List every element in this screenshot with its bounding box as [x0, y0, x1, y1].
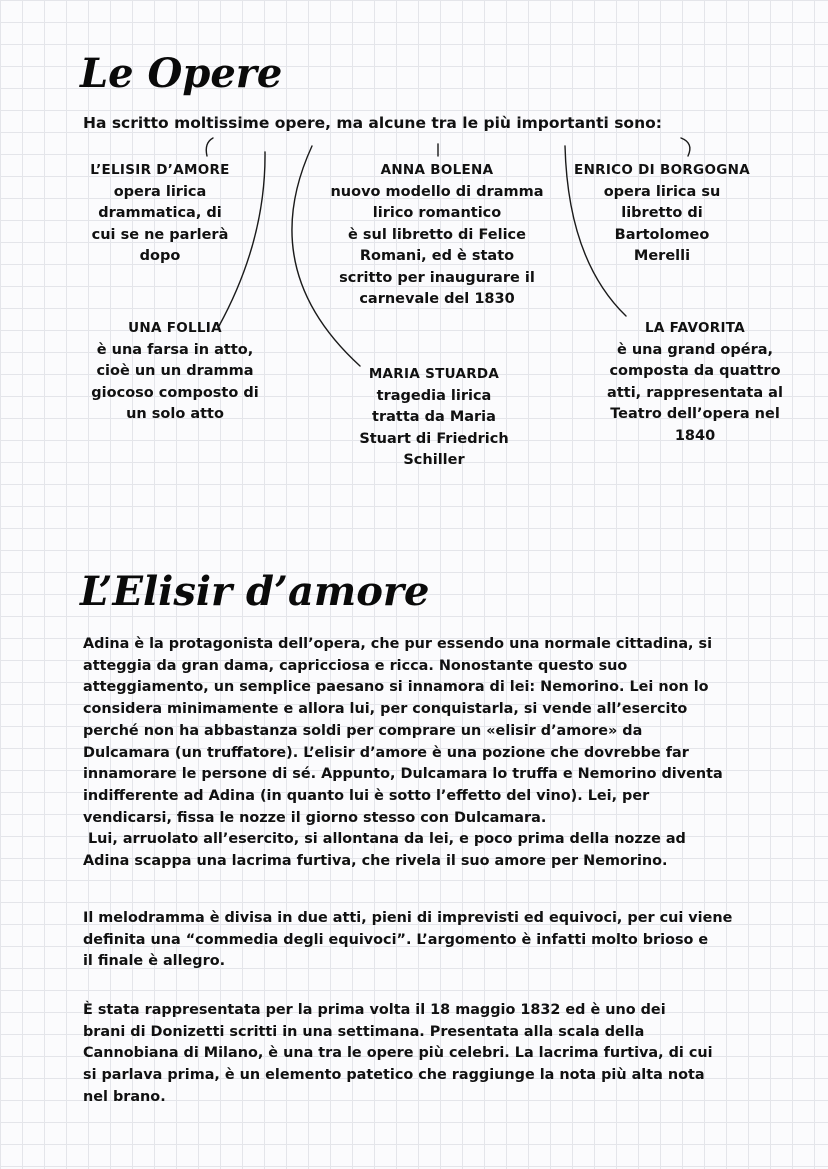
work-desc-line: tratta da Maria	[372, 409, 496, 425]
paragraph-plot	[83, 634, 803, 873]
section-title-opere: Le Opere	[80, 50, 283, 97]
work-enrico-di-borgogna	[572, 160, 752, 268]
work-name: L’ELISIR D’AMORE	[90, 162, 230, 178]
connector-elisir	[206, 138, 213, 156]
work-desc-line: cioè un un dramma	[96, 363, 254, 379]
paragraph-structure	[83, 908, 803, 973]
text-line: Dulcamara (un truffatore). L’elisir d’amore è una pozione che dovrebbe far	[83, 744, 689, 761]
work-desc-line: Schiller	[403, 452, 465, 468]
work-la-favorita	[580, 318, 810, 447]
work-desc-line: Teatro dell’opera nel	[610, 406, 780, 422]
work-desc-line: opera lirica su	[603, 183, 721, 200]
work-maria-stuarda	[323, 364, 545, 472]
work-desc-line: un solo atto	[126, 406, 224, 422]
work-desc-line: carnevale del 1830	[359, 291, 515, 307]
work-desc-line: nuovo modello di dramma	[330, 183, 544, 200]
text-line: Cannobiana di Milano, è una tra le opere più celebri. La lacrima furtiva, di cui	[83, 1045, 713, 1062]
work-desc-line: cui se ne parlerà	[91, 226, 229, 243]
work-name: MARIA STUARDA	[368, 366, 500, 382]
text-line: Il melodramma è divisa in due atti, pieni di imprevisti ed equivoci, per cui viene	[83, 910, 733, 926]
text-line: brani di Donizetti scritti in una settimana. Presentata alla scala della	[83, 1023, 645, 1040]
section-title-elisir: L’Elisir d’amore	[80, 568, 430, 615]
work-desc-line: Stuart di Friedrich	[359, 430, 509, 447]
work-desc-line: è sul libretto di Felice	[348, 226, 526, 243]
work-name: LA FAVORITA	[645, 320, 745, 336]
work-desc-line: opera lirica	[113, 183, 207, 200]
text-line: definita una “commedia degli equivoci”. L’argomento è infatti molto brioso e	[83, 931, 709, 948]
work-name: ENRICO DI BORGOGNA	[574, 162, 750, 178]
work-desc-line: libretto di	[621, 205, 703, 221]
text-line: Adina è la protagonista dell’opera, che pur essendo una normale cittadina, si	[83, 636, 713, 652]
text-line: È stata rappresentata per la prima volta il 18 maggio 1832 ed è uno dei	[83, 1002, 666, 1018]
work-desc-line: atti, rappresentata al	[607, 384, 783, 401]
text-line: nel brano.	[83, 1088, 166, 1105]
text-line: si parlava prima, è un elemento patetico che raggiunge la nota più alta nota	[83, 1067, 705, 1084]
text-line: atteggiamento, un semplice paesano si innamora di lei: Nemorino. Lei non lo	[83, 679, 709, 696]
text-line: Lui, arruolato all’esercito, si allontana da lei, e poco prima della nozze ad	[83, 831, 686, 848]
paragraph-premiere	[83, 1000, 803, 1109]
work-name: ANNA BOLENA	[380, 162, 494, 178]
work-desc-line: composta da quattro	[609, 363, 781, 379]
work-desc-line: Romani, ed è stato	[359, 248, 515, 264]
text-line: il finale è allegro.	[83, 953, 226, 970]
text-line: Adina scappa una lacrima furtiva, che rivela il suo amore per Nemorino.	[83, 853, 668, 870]
work-name: UNA FOLLIA	[128, 320, 222, 336]
work-desc-line: è una grand opéra,	[616, 341, 774, 358]
work-desc-line: tragedia lirica	[376, 387, 492, 404]
work-desc-line: lirico romantico	[372, 205, 502, 221]
text-line: innamorare le persone di sé. Appunto, Dulcamara lo truffa e Nemorino diventa	[83, 766, 723, 783]
work-desc-line: drammatica, di	[98, 205, 222, 221]
connector-enrico	[681, 138, 690, 156]
work-desc-line: giocoso composto di	[91, 384, 259, 401]
work-desc-line: è una farsa in atto,	[96, 341, 254, 358]
intro-text: Ha scritto moltissime opere, ma alcune tra le più importanti sono:	[83, 114, 662, 132]
work-desc-line: scritto per inaugurare il	[339, 269, 535, 286]
work-una-follia	[65, 318, 285, 426]
work-desc-line: Bartolomeo	[614, 226, 710, 243]
work-desc-line: 1840	[674, 427, 716, 444]
work-elisir-d-amore	[70, 160, 250, 268]
text-line: vendicarsi, fissa le nozze il giorno stesso con Dulcamara.	[83, 809, 547, 826]
work-desc-line: dopo	[139, 248, 181, 264]
work-anna-bolena	[302, 160, 572, 311]
text-line: considera minimamente e allora lui, per conquistarla, si vende all’esercito	[83, 701, 688, 718]
text-line: indifferente ad Adina (in quanto lui è sotto l’effetto del vino). Lei, per	[83, 787, 650, 804]
text-line: perché non ha abbastanza soldi per comprare un «elisir d’amore» da	[83, 722, 643, 739]
text-line: atteggia da gran dama, capricciosa e ricca. Nonostante questo suo	[83, 657, 628, 674]
work-desc-line: Merelli	[633, 248, 691, 264]
